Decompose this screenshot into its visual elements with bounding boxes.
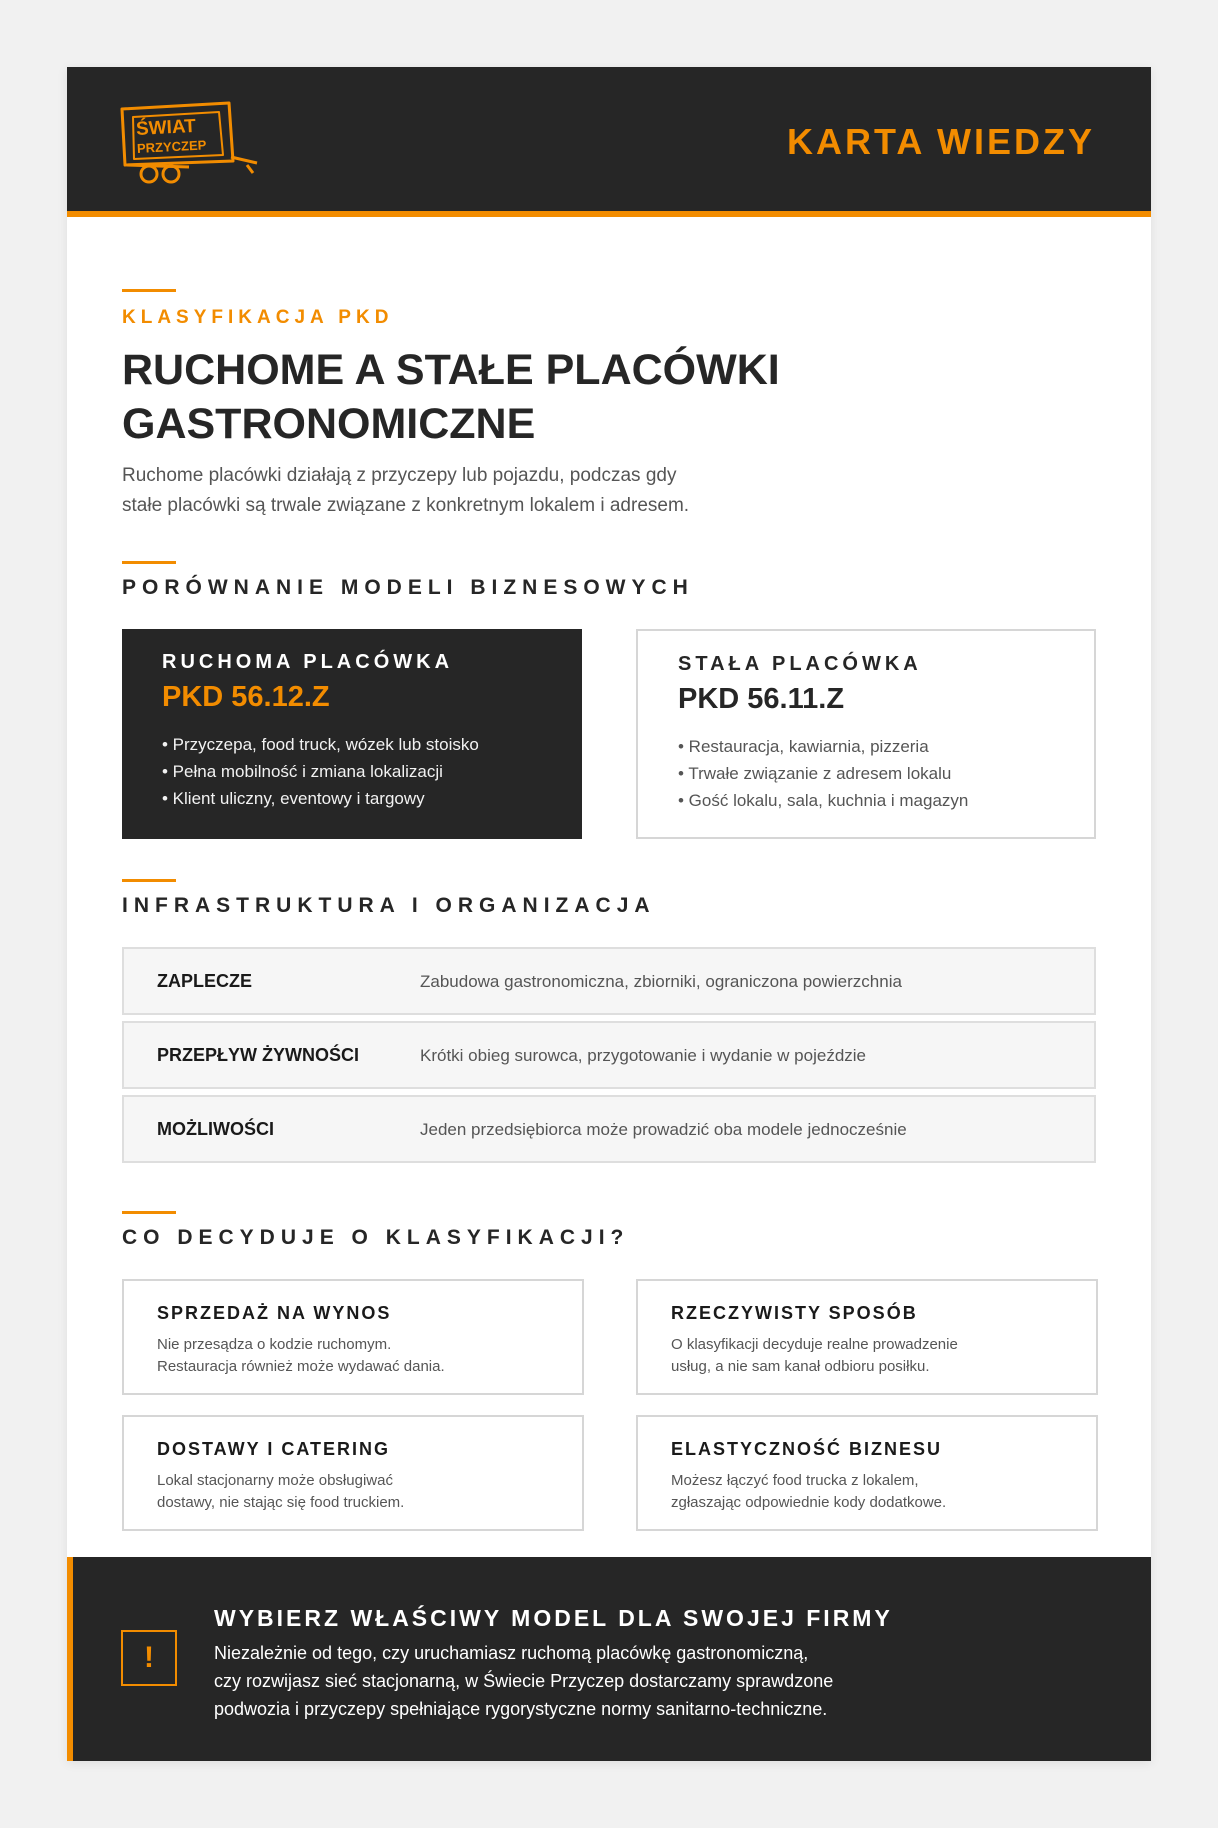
feature-list bbox=[678, 733, 1054, 814]
tile-text bbox=[157, 1334, 517, 1378]
list-item: • Gość lokalu, sala, kuchnia i magazyn bbox=[678, 791, 969, 810]
tile-line: usług, a nie sam kanał odbioru posiłku. bbox=[671, 1358, 930, 1375]
footer-line: czy rozwijasz sieć stacjonarną, w Świecie Przyczep dostarczamy sprawdzone bbox=[214, 1671, 834, 1691]
row-label: MOŻLIWOŚCI bbox=[157, 1119, 274, 1139]
swiat-przyczep-logo bbox=[119, 99, 264, 187]
accent-divider bbox=[122, 879, 176, 882]
tile-title: ELASTYCZNOŚĆ BIZNESU bbox=[671, 1439, 943, 1459]
info-tile bbox=[636, 1415, 1098, 1531]
table-row bbox=[122, 947, 1096, 1015]
lead-line: Ruchome placówki działają z przyczepy lub pojazdu, podczas gdy bbox=[122, 465, 677, 486]
tile-line: dostawy, nie stając się food truckiem. bbox=[157, 1494, 405, 1511]
row-label: PRZEPŁYW ŻYWNOŚCI bbox=[157, 1045, 359, 1065]
tile-line: zgłaszając odpowiednie kody dodatkowe. bbox=[671, 1494, 947, 1511]
svg-text:PRZYCZEP: PRZYCZEP bbox=[136, 137, 207, 156]
tile-line: Lokal stacjonarny może obsługiwać bbox=[157, 1472, 393, 1489]
accent-divider bbox=[122, 289, 176, 292]
list-item: • Trwałe związanie z adresem lokalu bbox=[678, 764, 952, 783]
title-line: GASTRONOMICZNE bbox=[122, 400, 536, 448]
tile-line: Nie przesądza o kodzie ruchomym. bbox=[157, 1336, 392, 1353]
tile-title: SPRZEDAŻ NA WYNOS bbox=[157, 1303, 392, 1323]
list-item: • Klient uliczny, eventowy i targowy bbox=[162, 789, 425, 808]
lead-paragraph bbox=[122, 461, 782, 521]
model-name: STAŁA PLACÓWKA bbox=[678, 653, 922, 675]
section-title-infrastructure: INFRASTRUKTURA I ORGANIZACJA bbox=[122, 894, 656, 917]
tile-line: O klasyfikacji decyduje realne prowadzenie bbox=[671, 1336, 958, 1353]
page-title bbox=[122, 343, 1022, 451]
tile-line: Możesz łączyć food trucka z lokalem, bbox=[671, 1472, 919, 1489]
tile-line: Restauracja również może wydawać dania. bbox=[157, 1358, 445, 1375]
list-item: • Przyczepa, food truck, wózek lub stoisko bbox=[162, 735, 479, 754]
row-value: Zabudowa gastronomiczna, zbiorniki, ograniczona powierzchnia bbox=[420, 972, 902, 991]
table-row bbox=[122, 1021, 1096, 1089]
accent-divider bbox=[122, 561, 176, 564]
footer-title: WYBIERZ WŁAŚCIWY MODEL DLA SWOJEJ FIRMY bbox=[214, 1605, 893, 1631]
header bbox=[67, 67, 1151, 217]
tile-title: DOSTAWY I CATERING bbox=[157, 1439, 391, 1459]
lead-line: stałe placówki są trwale związane z konkretnym lokalem i adresem. bbox=[122, 495, 690, 516]
fixed-model-box bbox=[636, 629, 1096, 839]
tile-text bbox=[671, 1334, 1031, 1378]
feature-list bbox=[162, 731, 542, 812]
model-name: RUCHOMA PLACÓWKA bbox=[162, 651, 454, 673]
warning-icon: ! bbox=[121, 1630, 177, 1686]
row-value: Krótki obieg surowca, przygotowanie i wydanie w pojeździe bbox=[420, 1046, 867, 1065]
footer-callout bbox=[67, 1557, 1151, 1761]
knowledge-card bbox=[67, 67, 1151, 1761]
footer-line: Niezależnie od tego, czy uruchamiasz ruchomą placówkę gastronomiczną, bbox=[214, 1643, 809, 1663]
eyebrow-label: KLASYFIKACJA PKD bbox=[122, 307, 394, 328]
list-item: • Restauracja, kawiarnia, pizzeria bbox=[678, 737, 929, 756]
section-title-comparison: PORÓWNANIE MODELI BIZNESOWYCH bbox=[122, 576, 694, 599]
info-tile bbox=[122, 1415, 584, 1531]
svg-text:ŚWIAT: ŚWIAT bbox=[135, 115, 197, 141]
pkd-code: PKD 56.12.Z bbox=[162, 681, 330, 713]
row-label: ZAPLECZE bbox=[157, 971, 253, 991]
pkd-code: PKD 56.11.Z bbox=[678, 683, 845, 715]
section-title-classification: CO DECYDUJE O KLASYFIKACJI? bbox=[122, 1226, 630, 1249]
tile-text bbox=[671, 1470, 1031, 1514]
accent-divider bbox=[122, 1211, 176, 1214]
tile-text bbox=[157, 1470, 517, 1514]
footer-text bbox=[214, 1639, 914, 1723]
info-tile bbox=[122, 1279, 584, 1395]
footer-line: podwozia i przyczepy spełniające rygorystyczne normy sanitarno-techniczne. bbox=[214, 1699, 828, 1719]
title-line: RUCHOME A STAŁE PLACÓWKI bbox=[122, 346, 780, 394]
tile-title: RZECZYWISTY SPOSÓB bbox=[671, 1303, 918, 1323]
list-item: • Pełna mobilność i zmiana lokalizacji bbox=[162, 762, 443, 781]
row-value: Jeden przedsiębiorca może prowadzić oba modele jednocześnie bbox=[420, 1120, 907, 1139]
mobile-model-box bbox=[122, 629, 582, 839]
header-title: KARTA WIEDZY bbox=[787, 121, 1095, 162]
info-tile bbox=[636, 1279, 1098, 1395]
table-row bbox=[122, 1095, 1096, 1163]
